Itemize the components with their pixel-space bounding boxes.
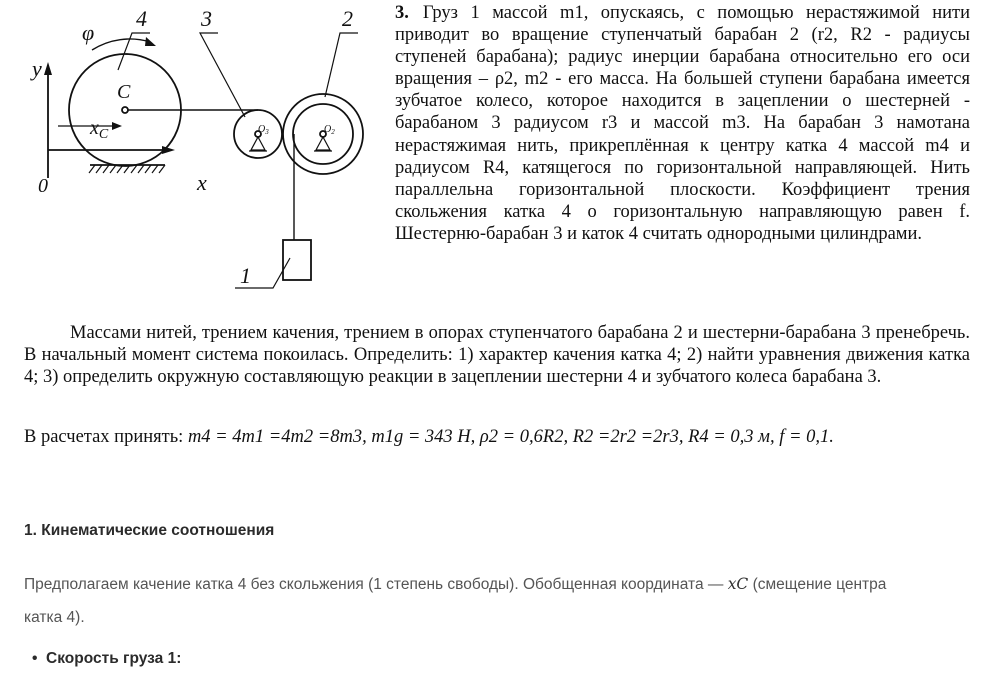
leader-2	[325, 33, 358, 97]
phi-arrow	[92, 39, 150, 50]
label-2: 2	[342, 6, 353, 31]
given-values: m4 = 4m1 =4m2 =8m3, m1g = 343 Н, ρ2 = 0,6R2, R2 =2r2 =2r3, R4 = 0,3 м, f = 0,1.	[187, 427, 834, 447]
paragraph-text-2: (смещение центра катка 4).	[24, 576, 887, 626]
y-axis-arrow	[44, 62, 52, 75]
continuation-paragraph: Массами нитей, трением качения, трением в опорах ступенчатого барабана 2 и шестерни-барабана 3 пренебречь. В начальный момент система покоилась. Определить: 1) характер качения катка 4; 2) найти уравнения движения катка 4; 3) определить окружную составляющую реакции в зацеплении шестерни 4 и зубчатого колеса барабана 3.	[24, 323, 970, 388]
problem-statement	[395, 2, 970, 245]
label-o3: $O_3$	[258, 124, 269, 136]
drum-2-support	[316, 137, 330, 150]
problem-number: 3.	[395, 3, 409, 23]
label-phi: φ	[82, 20, 95, 45]
paragraph-text-1: Предполагаем качение катка 4 без скольжения (1 степень свободы). Обобщенная координата —	[24, 576, 728, 593]
label-x: x	[197, 170, 207, 195]
given-label: В расчетах принять:	[24, 427, 184, 447]
given-data	[24, 426, 834, 448]
drum-3-support	[251, 137, 265, 150]
section-paragraph	[24, 568, 904, 634]
leader-3	[200, 33, 245, 117]
problem-text: Груз 1 массой m1, опускаясь, с помощью нерастяжимой нити приводит во вращение ступенчатый барабан 2 (r2, R2 - радиусы ступеней барабана); радиус инерции барабана относительно его оси вращения – ρ2, m2 - его масса. На большей ступени барабана имеется зубчатое колесо, которое находится в зацеплении о шестерней - барабаном 3 радиусом r3 и массой m3. На барабан 3 намотана нерастяжимая нить, прикреплённая к центру катка 4 массой m4 и радиусом R4, катящегося по горизонтальной направляющей. Нить параллельна горизонтальной плоскости. Коэффициент трения скольжения катка 4 о горизонтальную направляющую равен f. Шестерню-барабан 3 и каток 4 считать однородными цилиндрами.	[395, 3, 970, 244]
list-item	[32, 650, 181, 668]
problem-continuation	[24, 322, 970, 388]
label-4: 4	[136, 6, 147, 31]
label-origin: 0	[38, 175, 48, 197]
roller-4-center	[122, 107, 128, 113]
label-c: C	[117, 81, 131, 103]
label-xc: $x_C$	[90, 117, 109, 142]
label-3: 3	[201, 6, 212, 31]
section-heading: 1. Кинематические соотношения	[24, 522, 275, 539]
mechanism-diagram	[0, 0, 400, 300]
label-1: 1	[240, 263, 251, 288]
bullet-icon: •	[32, 650, 47, 667]
load-1	[283, 240, 311, 280]
math-xc: xC	[727, 575, 749, 593]
label-o2: $O_2$	[324, 124, 335, 136]
label-y: y	[32, 56, 42, 81]
bullet-text: Скорость груза 1:	[46, 650, 182, 667]
